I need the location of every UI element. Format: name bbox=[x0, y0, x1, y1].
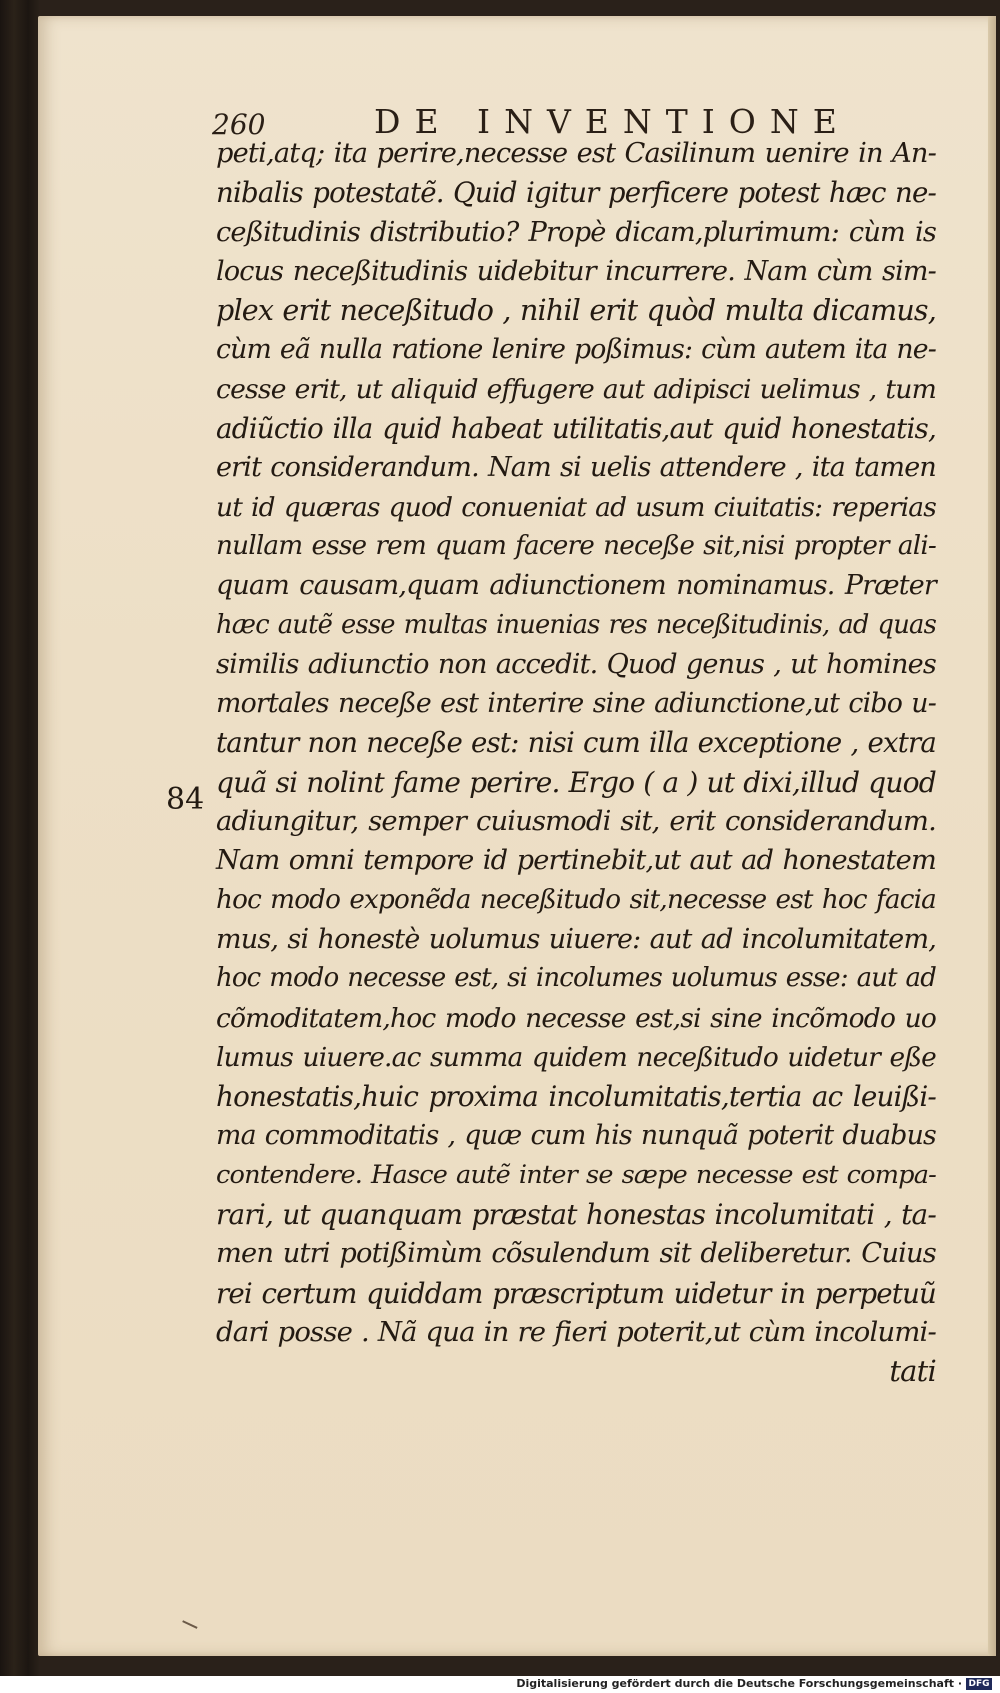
text-line: adiungitur, semper cuiusmodi sit, erit considerandum. bbox=[216, 806, 936, 838]
dfg-logo-icon: DFG bbox=[966, 1678, 992, 1690]
funding-credit: Digitalisierung gefördert durch die Deutsche Forschungsgemeinschaft · bbox=[516, 1677, 962, 1690]
text-line: ceßitudinis distributio? Propè dicam,plurimum: cùm is bbox=[216, 216, 936, 248]
text-line: honestatis,huic proxima incolumitatis,tertia ac leuißi- bbox=[216, 1080, 936, 1114]
text-line: cõmoditatem,hoc modo necesse est,si sine incõmodo uo bbox=[216, 1002, 936, 1034]
text-line: adiũctio illa quid habeat utilitatis,aut quid honestatis, bbox=[216, 412, 936, 446]
text-line: peti,atq; ita perire,necesse est Casilinum uenire in An- bbox=[216, 138, 936, 169]
text-line: cesse erit, ut aliquid effugere aut adipisci uelimus , tum bbox=[216, 373, 936, 405]
text-line: tantur non neceße est: nisi cum illa exceptione , extra bbox=[216, 726, 936, 760]
text-line: ut id quæras quod conueniat ad usum ciuitatis: reperias bbox=[216, 491, 936, 523]
body-text bbox=[216, 134, 936, 1392]
text-line: quam causam,quam adiunctionem nominamus. Præter bbox=[216, 570, 936, 602]
text-line: rari, ut quanquam præstat honestas incolumitati , ta- bbox=[216, 1198, 936, 1232]
text-line: contendere. Hasce autẽ inter se sæpe necesse est compa- bbox=[216, 1159, 936, 1190]
text-line: nullam esse rem quam facere neceße sit,nisi propter ali- bbox=[216, 530, 936, 561]
text-line: nibalis potestatẽ. Quid igitur perficere potest hæc ne- bbox=[216, 176, 936, 210]
text-line: dari posse . Nã qua in re fieri poterit,ut cùm incolumi- bbox=[216, 1316, 936, 1348]
text-line: hoc modo exponẽda neceßitudo sit,necesse est hoc facia bbox=[216, 884, 936, 915]
page-mark bbox=[182, 1611, 202, 1629]
text-line: quã si nolint fame perire. Ergo ( a ) ut dixi,illud quod bbox=[216, 765, 936, 799]
catchword: tati bbox=[889, 1354, 936, 1389]
text-line: hæc autẽ esse multas inuenias res neceßitudinis, ad quas bbox=[216, 609, 936, 640]
text-line: men utri potißimùm cõsulendum sit deliberetur. Cuius bbox=[216, 1238, 936, 1270]
running-title: DE INVENTIONE bbox=[374, 102, 851, 141]
text-line: locus neceßitudinis uidebitur incurrere. Nam cùm sim- bbox=[216, 255, 936, 287]
text-line: cùm eã nulla ratione lenire poßimus: cùm autem ita ne- bbox=[216, 334, 936, 366]
text-line: similis adiunctio non accedit. Quod genus , ut homines bbox=[216, 648, 936, 680]
text-line: rei certum quiddam præscriptum uidetur in perpetuũ bbox=[216, 1276, 936, 1310]
text-line: plex erit neceßitudo , nihil erit quòd multa dicamus, bbox=[216, 294, 936, 328]
page-number: 260 bbox=[212, 108, 266, 141]
text-line: hoc modo necesse est, si incolumes uolumus esse: aut ad bbox=[216, 963, 936, 994]
text-line: mortales neceße est interire sine adiunctione,ut cibo u- bbox=[216, 688, 936, 720]
text-line: ma commoditatis , quæ cum his nunquã poterit duabus bbox=[216, 1120, 936, 1152]
text-line: Nam omni tempore id pertinebit,ut aut ad honestatem bbox=[216, 845, 936, 877]
margin-note: 84 bbox=[166, 782, 205, 817]
text-line: mus, si honestè uolumus uiuere: aut ad incolumitatem, bbox=[216, 923, 936, 955]
page-edge bbox=[988, 16, 996, 1656]
text-line: erit considerandum. Nam si uelis attendere , ita tamen bbox=[216, 452, 936, 484]
footer-bar bbox=[0, 1676, 1000, 1693]
text-line: lumus uiuere.ac summa quidem neceßitudo uidetur eße bbox=[216, 1041, 936, 1073]
